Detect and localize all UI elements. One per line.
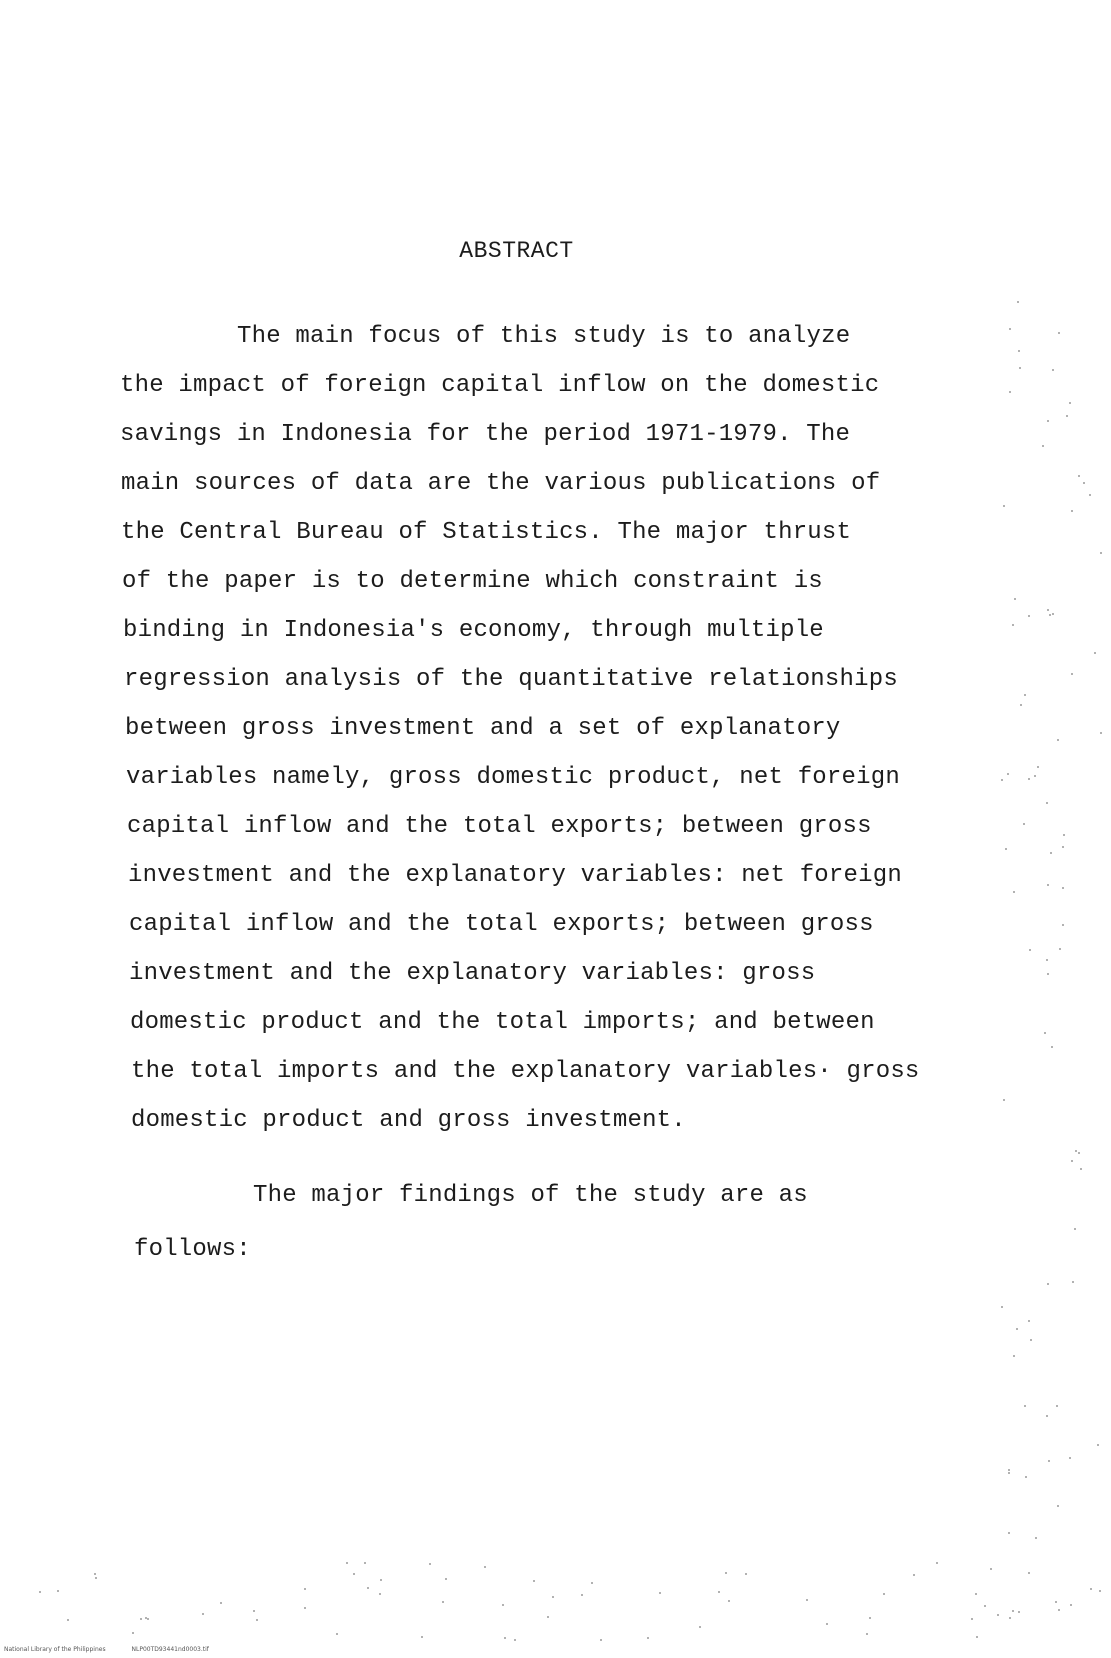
- scan-speck: [1057, 739, 1059, 741]
- text-line: binding in Indonesia's economy, through multiple: [123, 617, 824, 644]
- scan-speck: [1014, 598, 1016, 600]
- scan-speck: [1008, 1532, 1010, 1534]
- scan-speck: [826, 1623, 828, 1625]
- scan-speck: [1008, 1469, 1010, 1471]
- text-line: the Central Bureau of Statistics. The major thrust: [121, 519, 852, 546]
- scan-speck: [1018, 350, 1020, 352]
- text-line: The major findings of the study are as: [253, 1182, 808, 1209]
- scan-speck: [202, 1613, 204, 1615]
- text-line: capital inflow and the total exports; between gross: [129, 911, 874, 938]
- scan-speck: [67, 1619, 69, 1621]
- scan-speck: [1075, 1150, 1077, 1152]
- scan-speck: [936, 1562, 938, 1564]
- scan-speck: [1100, 732, 1102, 734]
- scan-speck: [1094, 652, 1096, 654]
- footer-file: NLP00TD93441nd0003.tif: [131, 1646, 209, 1653]
- text-line: regression analysis of the quantitative relationships: [124, 666, 898, 693]
- scan-speck: [1050, 852, 1052, 854]
- scan-speck: [502, 1604, 504, 1606]
- scan-speck: [442, 1601, 444, 1603]
- scan-speck: [533, 1580, 535, 1582]
- scan-speck: [659, 1592, 661, 1594]
- scan-speck: [1063, 834, 1065, 836]
- scan-speck: [1049, 614, 1051, 616]
- scan-speck: [1009, 1617, 1011, 1619]
- scan-speck: [581, 1594, 583, 1596]
- scan-speck: [600, 1639, 602, 1641]
- scan-speck: [256, 1619, 258, 1621]
- text-line: investment and the explanatory variables: gross: [129, 960, 816, 987]
- scan-speck: [806, 1599, 808, 1601]
- scan-speck: [1034, 775, 1036, 777]
- scan-speck: [1047, 884, 1049, 886]
- scan-speck: [1046, 802, 1048, 804]
- scan-speck: [1018, 1611, 1020, 1613]
- scan-speck: [1008, 1472, 1010, 1474]
- scan-speck: [728, 1600, 730, 1602]
- scan-speck: [745, 1573, 747, 1575]
- text-line: follows:: [134, 1236, 251, 1263]
- scan-speck: [1028, 1572, 1030, 1574]
- scan-speck: [552, 1596, 554, 1598]
- footer-library: National Library of the Philippines: [4, 1646, 106, 1653]
- scan-speck: [1052, 613, 1054, 615]
- scan-speck: [883, 1593, 885, 1595]
- scan-speck: [1078, 1152, 1080, 1154]
- scan-speck: [353, 1573, 355, 1575]
- scan-speck: [364, 1562, 366, 1564]
- page-title: ABSTRACT: [459, 238, 574, 264]
- scan-speck: [591, 1582, 593, 1584]
- scan-speck: [1052, 369, 1054, 371]
- scan-speck: [346, 1562, 348, 1564]
- scan-speck: [514, 1639, 516, 1641]
- scan-speck: [1003, 505, 1005, 507]
- scan-speck: [95, 1577, 97, 1579]
- scan-speck: [94, 1573, 96, 1575]
- scan-speck: [429, 1563, 431, 1565]
- scan-speck: [304, 1607, 306, 1609]
- text-line: savings in Indonesia for the period 1971-1979. The: [120, 421, 851, 448]
- scan-speck: [1012, 624, 1014, 626]
- scan-speck: [1007, 773, 1009, 775]
- text-line: the impact of foreign capital inflow on the domestic: [120, 372, 880, 399]
- scan-speck: [1046, 959, 1048, 961]
- scan-speck: [1047, 609, 1049, 611]
- scan-speck: [1062, 846, 1064, 848]
- scan-speck: [421, 1636, 423, 1638]
- scan-speck: [147, 1618, 149, 1620]
- scan-speck: [1020, 704, 1022, 706]
- text-line: The main focus of this study is to analyze: [237, 323, 851, 350]
- scan-speck: [1046, 1415, 1048, 1417]
- scan-speck: [1066, 415, 1068, 417]
- scan-speck: [379, 1593, 381, 1595]
- scan-speck: [1047, 1283, 1049, 1285]
- scan-speck: [1028, 615, 1030, 617]
- text-line: the total imports and the explanatory variables· gross: [131, 1058, 920, 1085]
- scan-speck: [132, 1632, 134, 1634]
- scan-speck: [1097, 1444, 1099, 1446]
- scan-speck: [1083, 482, 1085, 484]
- scan-speck: [1056, 1405, 1058, 1407]
- scan-speck: [997, 1614, 999, 1616]
- scan-speck: [1024, 694, 1026, 696]
- scan-speck: [1013, 891, 1015, 893]
- scan-speck: [1019, 367, 1021, 369]
- scan-speck: [1047, 973, 1049, 975]
- scan-speck: [57, 1590, 59, 1592]
- scan-speck: [140, 1618, 142, 1620]
- scan-speck: [1044, 1032, 1046, 1034]
- scan-speck: [253, 1610, 255, 1612]
- scan-speck: [1080, 1168, 1082, 1170]
- scan-speck: [1013, 1355, 1015, 1357]
- text-line: main sources of data are the various publications of: [121, 470, 881, 497]
- scan-speck: [1001, 779, 1003, 781]
- scan-speck: [1012, 1610, 1014, 1612]
- scan-speck: [336, 1633, 338, 1635]
- scan-speck: [1059, 948, 1061, 950]
- scan-speck: [1028, 778, 1030, 780]
- scan-speck: [145, 1617, 147, 1619]
- scan-speck: [1035, 1537, 1037, 1539]
- scan-speck: [1023, 823, 1025, 825]
- scan-speck: [971, 1618, 973, 1620]
- scan-speck: [1017, 301, 1019, 303]
- scan-speck: [1071, 673, 1073, 675]
- scan-speck: [1099, 1590, 1101, 1592]
- scan-speck: [1070, 1604, 1072, 1606]
- scan-speck: [1028, 1320, 1030, 1322]
- scan-speck: [39, 1591, 41, 1593]
- scan-speck: [725, 1572, 727, 1574]
- scan-speck: [699, 1626, 701, 1628]
- scan-speck: [1003, 1099, 1005, 1101]
- scan-speck: [1055, 1601, 1057, 1603]
- scan-speck: [1009, 328, 1011, 330]
- scan-speck: [504, 1637, 506, 1639]
- scan-speck: [547, 1616, 549, 1618]
- scan-speck: [1029, 949, 1031, 951]
- scan-speck: [1057, 1505, 1059, 1507]
- scan-speck: [367, 1587, 369, 1589]
- scan-speck: [1042, 445, 1044, 447]
- scan-speck: [1072, 1281, 1074, 1283]
- scan-speck: [1069, 1457, 1071, 1459]
- text-line: investment and the explanatory variables: net foreign: [128, 862, 902, 889]
- scan-speck: [1074, 1228, 1076, 1230]
- scan-speck: [1058, 1609, 1060, 1611]
- scan-speck: [1048, 1460, 1050, 1462]
- scan-speck: [1016, 1328, 1018, 1330]
- scan-speck: [1069, 402, 1071, 404]
- scan-speck: [304, 1588, 306, 1590]
- text-line: of the paper is to determine which constraint is: [122, 568, 823, 595]
- scan-speck: [1071, 1160, 1073, 1162]
- scan-footer: [4, 1646, 233, 1653]
- scan-speck: [984, 1605, 986, 1607]
- scan-speck: [1089, 494, 1091, 496]
- scan-speck: [866, 1633, 868, 1635]
- scan-speck: [1024, 1405, 1026, 1407]
- scan-speck: [445, 1578, 447, 1580]
- scan-speck: [1037, 766, 1039, 768]
- scan-speck: [484, 1566, 486, 1568]
- scan-speck: [220, 1602, 222, 1604]
- text-line: variables namely, gross domestic product, net foreign: [126, 764, 900, 791]
- scan-speck: [976, 1636, 978, 1638]
- scan-speck: [1005, 848, 1007, 850]
- scan-speck: [1090, 1588, 1092, 1590]
- text-line: domestic product and gross investment.: [131, 1107, 686, 1134]
- scan-speck: [1071, 510, 1073, 512]
- scan-speck: [1009, 391, 1011, 393]
- text-line: capital inflow and the total exports; between gross: [127, 813, 872, 840]
- text-line: between gross investment and a set of explanatory: [125, 715, 841, 742]
- scan-speck: [990, 1568, 992, 1570]
- scan-speck: [1062, 887, 1064, 889]
- scan-speck: [647, 1637, 649, 1639]
- text-line: domestic product and the total imports; and between: [130, 1009, 875, 1036]
- scan-speck: [1001, 1306, 1003, 1308]
- scan-speck: [1030, 1339, 1032, 1341]
- scan-speck: [380, 1579, 382, 1581]
- scan-speck: [975, 1593, 977, 1595]
- scan-speck: [1078, 475, 1080, 477]
- scan-speck: [913, 1574, 915, 1576]
- scan-speck: [1062, 924, 1064, 926]
- scan-speck: [1100, 552, 1102, 554]
- scan-speck: [1058, 332, 1060, 334]
- scan-speck: [1025, 1476, 1027, 1478]
- scan-speck: [869, 1617, 871, 1619]
- scan-speck: [718, 1591, 720, 1593]
- scan-speck: [1047, 420, 1049, 422]
- scan-speck: [1051, 1046, 1053, 1048]
